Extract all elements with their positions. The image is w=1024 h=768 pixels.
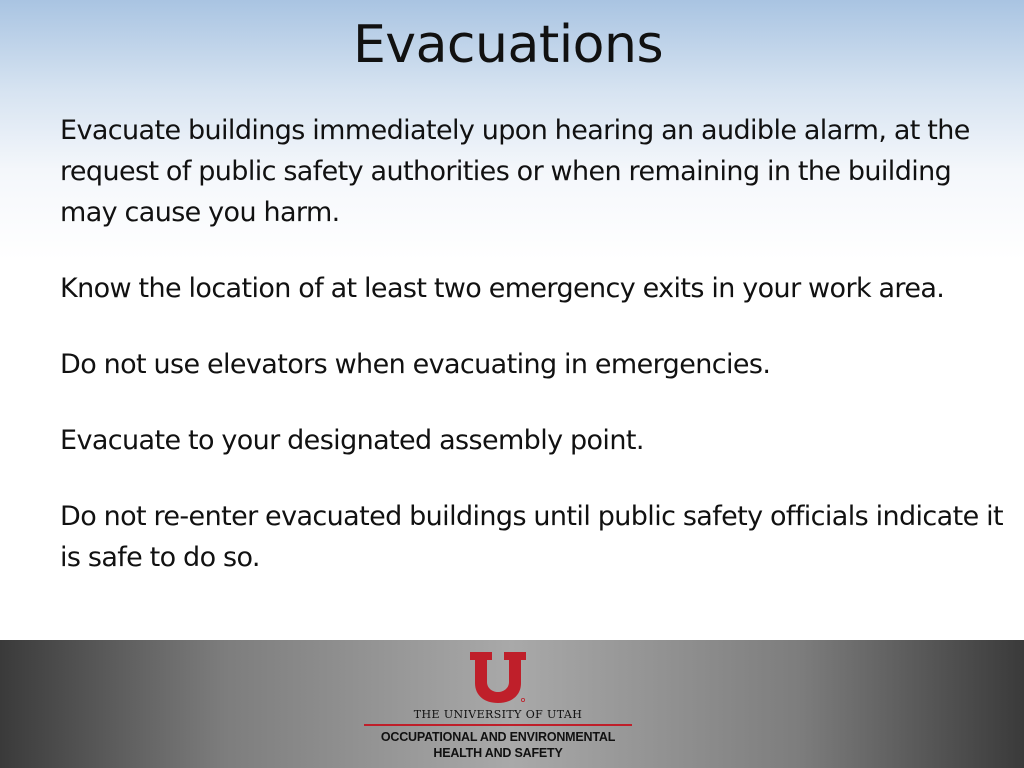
divider-rule xyxy=(364,724,632,726)
paragraph-evacuate-immediately: Evacuate buildings immediately upon hearing an audible alarm, at the request of public safety authorities or when remaining in the building may cause you harm. xyxy=(60,115,970,228)
footer-bar xyxy=(0,640,1024,768)
paragraph-emergency-exits: Know the location of at least two emergency exits in your work area. xyxy=(60,273,945,304)
paragraph-no-reentry: Do not re-enter evacuated buildings until public safety officials indicate it is safe to do so. xyxy=(60,501,1003,573)
university-name: THE UNIVERSITY OF UTAH xyxy=(413,708,583,721)
university-of-utah-u-logo-icon xyxy=(468,650,528,704)
slide-title: Evacuations xyxy=(352,15,664,75)
paragraph-assembly-point: Evacuate to your designated assembly point. xyxy=(60,425,644,456)
university-logo-block xyxy=(362,650,634,764)
department-name-line2: HEALTH AND SAFETY xyxy=(433,746,563,760)
slide-body xyxy=(60,110,1010,613)
department-name-line1: OCCUPATIONAL AND ENVIRONMENTAL xyxy=(380,730,616,744)
paragraph-no-elevators: Do not use elevators when evacuating in emergencies. xyxy=(60,349,771,380)
